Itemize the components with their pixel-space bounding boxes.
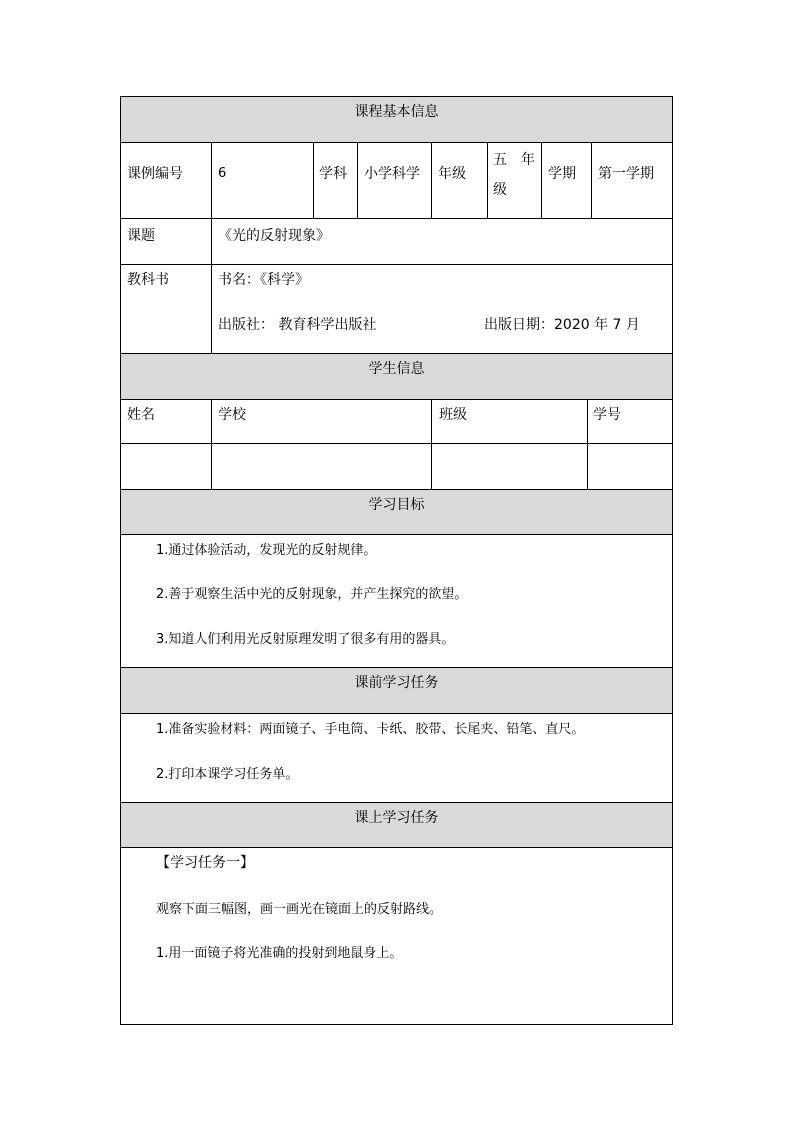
subject-value: 小学科学: [364, 166, 420, 182]
objective-item: 2.善于观察生活中光的反射现象，并产生探究的欲望。: [156, 587, 468, 602]
objective-item: 3.知道人们利用光反射原理发明了很多有用的器具。: [156, 632, 455, 647]
row-divider: [121, 443, 672, 444]
section-course-info-header: [121, 97, 672, 143]
column-divider: [357, 143, 358, 218]
student-name-label: 姓名: [127, 407, 155, 423]
section-pre-class-header: [121, 668, 672, 714]
grade-label: 年级: [438, 166, 466, 182]
term-label: 学期: [548, 166, 576, 182]
student-class-field[interactable]: [433, 445, 586, 487]
section-in-class-header: [121, 803, 672, 848]
column-divider: [487, 143, 488, 218]
pre-class-task-item: 1.准备实验材料：两面镜子、手电筒、卡纸、胶带、长尾夹、铅笔、直尺。: [156, 722, 585, 737]
column-divider: [211, 143, 212, 353]
textbook-label: 教科书: [127, 272, 169, 288]
student-school-label: 学校: [218, 407, 246, 423]
column-divider: [587, 400, 588, 489]
section-title: 学生信息: [368, 361, 425, 377]
section-title: 课上学习任务: [354, 810, 439, 826]
topic-value: 《光的反射现象》: [218, 228, 330, 244]
grade-value-line2: 级: [493, 182, 507, 198]
course-worksheet-table: [120, 96, 673, 1025]
column-divider: [431, 400, 432, 489]
topic-label: 课题: [127, 228, 155, 244]
column-divider: [313, 143, 314, 218]
textbook-publisher: 出版社： 教育科学出版社: [218, 317, 377, 333]
lesson-number-label: 课例编号: [127, 166, 183, 182]
subject-label: 学科: [319, 166, 347, 182]
in-class-task-item: 1.用一面镜子将光准确的投射到地鼠身上。: [156, 946, 403, 961]
student-class-label: 班级: [439, 407, 467, 423]
textbook-publish-date: 出版日期：2020 年 7 月: [484, 317, 640, 333]
column-divider: [541, 143, 542, 218]
section-title: 学习目标: [368, 497, 425, 513]
pre-class-task-item: 2.打印本课学习任务单。: [156, 767, 299, 782]
section-title: 课前学习任务: [354, 675, 439, 691]
in-class-instruction: 观察下面三幅图，画一画光在镜面上的反射路线。: [156, 902, 443, 917]
section-objectives-header: [121, 490, 672, 535]
student-name-field[interactable]: [122, 445, 210, 487]
lesson-number-value: 6: [218, 166, 227, 181]
column-divider: [211, 400, 212, 489]
in-class-task-heading: 【学习任务一】: [156, 855, 254, 871]
student-school-field[interactable]: [213, 445, 430, 487]
row-divider: [121, 218, 672, 219]
section-title: 课程基本信息: [354, 104, 439, 120]
student-id-label: 学号: [593, 407, 621, 423]
section-student-info-header: [121, 354, 672, 400]
column-divider: [431, 143, 432, 218]
objective-item: 1.通过体验活动，发现光的反射规律。: [156, 543, 377, 558]
student-id-field[interactable]: [589, 445, 672, 487]
row-divider: [121, 264, 672, 265]
column-divider: [591, 143, 592, 218]
grade-value-line1: 五 年: [493, 152, 535, 168]
term-value: 第一学期: [598, 166, 654, 182]
textbook-name: 书名：《科学》: [218, 272, 309, 288]
